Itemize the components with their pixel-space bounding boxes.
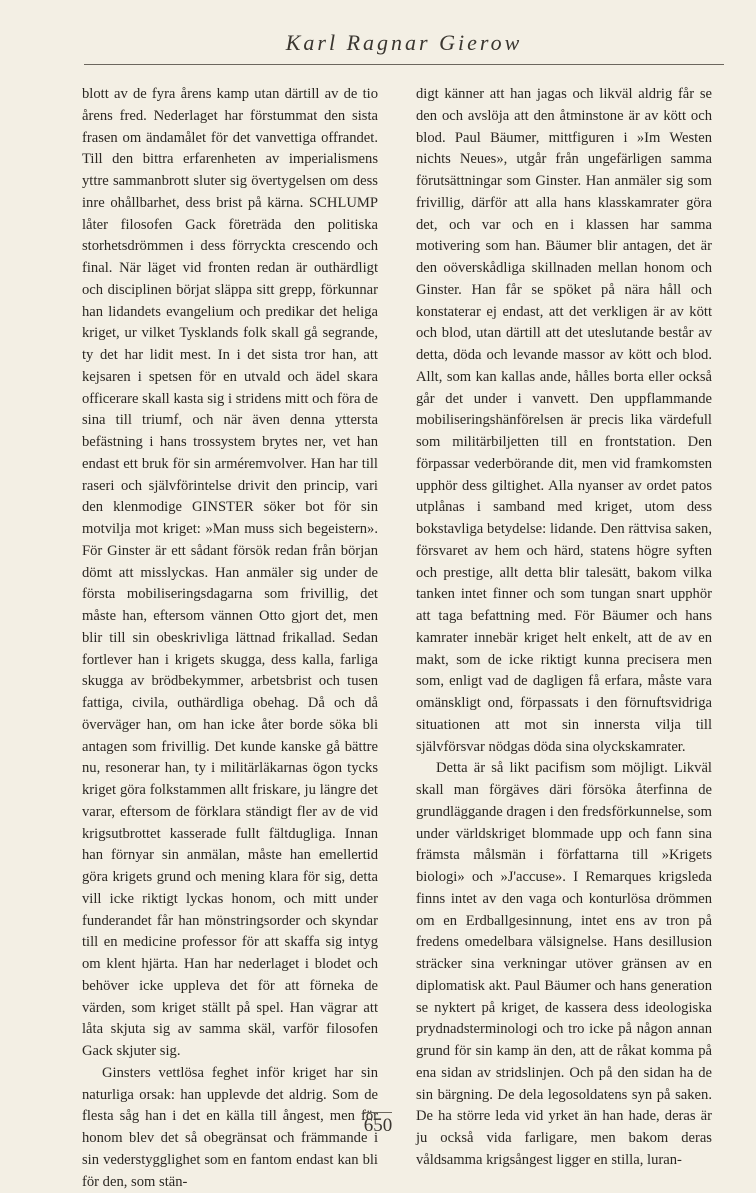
page-number-text: 650 <box>364 1112 393 1137</box>
right-paragraph-1: digt känner att han jagas och likväl aldrig får se den och avslöja att den åtminstone är av kött och blod. Paul Bäumer, mittfiguren i »Im Westen nichts Neues», utgår från ungefärligen samma förutsättningar som Ginster. Han anmäler sig som frivillig, därför att alla hans klasskamrater göra det, och var och en i klassen har samma motivering som han. Bäumer blir antagen, det är den oöverskådliga skillnaden mellan honom och Ginster. Han får se spöket på nära håll och konstaterar ej endast, att det verkligen är av kött och blod, utan därtill att det uteslutande består av detta, döda och levande massor av kött och blod. Allt, som kan kallas ande, hålles borta eller också går det under i vanvett. Den uppflammande mobiliseringshänförelsen är precis lika värdefull som militärbiljetten till en frontstation. Den förpassar vederbörande dit, men vid framkomsten upphör dess giltighet. Alla nyanser av ordet patos utplånas i samband med kriget, utom dess bokstavliga betydelse: lidande. Den rättvisa saken, försvaret av hem och härd, statens högre syften och prestige, allt detta blir talesätt, bakom vilka tanken intet finner och som tungan snart upphör att taga befattning med. För Bäumer och hans kamrater innebär kriget helt enkelt, att de av en makt, som de icke riktigt kunna precisera men som, enligt vad de dagligen få erfara, måste vara omänskligt ond, förpassats i den förnuftsvidriga situationen att mot sin innersta vilja till självförsvar nödgas döda sina olyckskamrater. <box>416 86 712 755</box>
page-number <box>0 1112 756 1137</box>
running-header: Karl Ragnar Gierow <box>285 30 523 55</box>
right-column <box>416 84 712 1172</box>
header-rule <box>84 64 724 65</box>
left-paragraph-2: Ginsters vettlösa feghet inför kriget har sin naturliga orsak: han upplevde det aldrig. Som de flesta såg han i det en källa till ångest, men för honom blev det så obegränsat och främmande i sin vederstygglighet som en fantom endast kan bli för den, som stän- <box>82 1064 378 1190</box>
left-paragraph-1: blott av de fyra årens kamp utan därtill av de tio årens fred. Nederlaget har förstummat den sista frasen om ändamålet för det vanvettiga offrandet. Till den bittra erfarenheten av imperialismens yttre sammanbrott sluter sig övertygelsen om dess inre ohållbarhet, dess brist på kärna. SCHLUMP låter filosofen Gack företräda den politiska storhetsdrömmen i dess förryckta crescendo och final. När läget vid fronten redan är outhärdligt och disciplinen börjat släppa sitt grepp, förkunnar han lidandets evangelium och predikar det heliga kriget, ur vilket Tysklands folk skall gå segrande, ty det har lidit mest. In i det sista tror han, att kejsaren i spetsen för en utvald och ädel skara officerare skall kasta sig i stridens mitt och föra de sina till triumf, och när även denna yttersta befästning i hans trossystem brytes ner, vet han endast ett bruk för sin arméremvolver. Han har till raseri och självförintelse drivit den princip, vari den klenmodige GINSTER söker bot för sin motvilja mot kriget: »Man muss sich begeistern». För Ginster är ett sådant försök redan från början dömt att misslyckas. Han anmäler sig under de första mobiliseringsdagarna som frivillig, det måste han, eftersom vännen Otto gjort det, men blir till sin obeskrivliga lättnad frikallad. Sedan fortlever han i krigets skugga, dess kalla, farliga skugga av brödbekymmer, arbetsbrist och tusen fattiga, civila, outhärdliga obehag. Då och då överväger han, om han icke åter borde söka bli antagen som frivillig. Det kunde kanske gå bättre nu, resonerar han, ty i militärläkarnas ögon tycks kriget göra folkstammen allt friskare, ju längre det varar, eftersom de förklara ständigt fler av de vid krigsutbrottet kasserade fullt fältdugliga. Innan han förnyar sin anmälan, måste han emellertid göra krigets grund och mening klara för sig, detta vill icke riktigt lyckas honom, och mitt under funderandet får han mönstringsorder och skyndar till en medicine professor för att skaffa sig intyg om klent hjärta. Han har nederlaget i blodet och behöver icke uppleva det för att förneka de värden, som kriget ställt på spel. Han vägrar att låta skjuta sig av samma skäl, varför filosofen Gack skjuter sig. <box>82 86 378 1059</box>
left-column <box>82 84 378 1193</box>
right-paragraph-2: Detta är så likt pacifism som möjligt. Likväl skall man förgäves däri försöka återfinna de grundläggande dragen i den fredsförkunnelse, som under världskriget blommade upp och fann sina främsta målsmän i författarna till »Krigets biologi» och »J'accuse». I Remarques krigsleda finns intet av den vaga och konturlösa drömmen om en Erdballgesinnung, intet ens av tron på fredens omedelbara välsignelse. Hans desillusion sträcker sina verkningar utöver gränsen av en diplomatisk akt. Paul Bäumer och hans generation se nyktert på kriget, de kassera dess ideologiska prydnadsterminologi och tro icke på någon annan grund för sin kamp än den, att de råkat komma på ena sidan av stridslinjen. Och på den sidan ha de sin bärgning. De dela legosoldatens syn på saken. De ha större leda vid yrket än han hade, deras är ju också vida farligare, men bakom deras våldsamma krigsångest ligger en stilla, luran- <box>416 760 712 1168</box>
